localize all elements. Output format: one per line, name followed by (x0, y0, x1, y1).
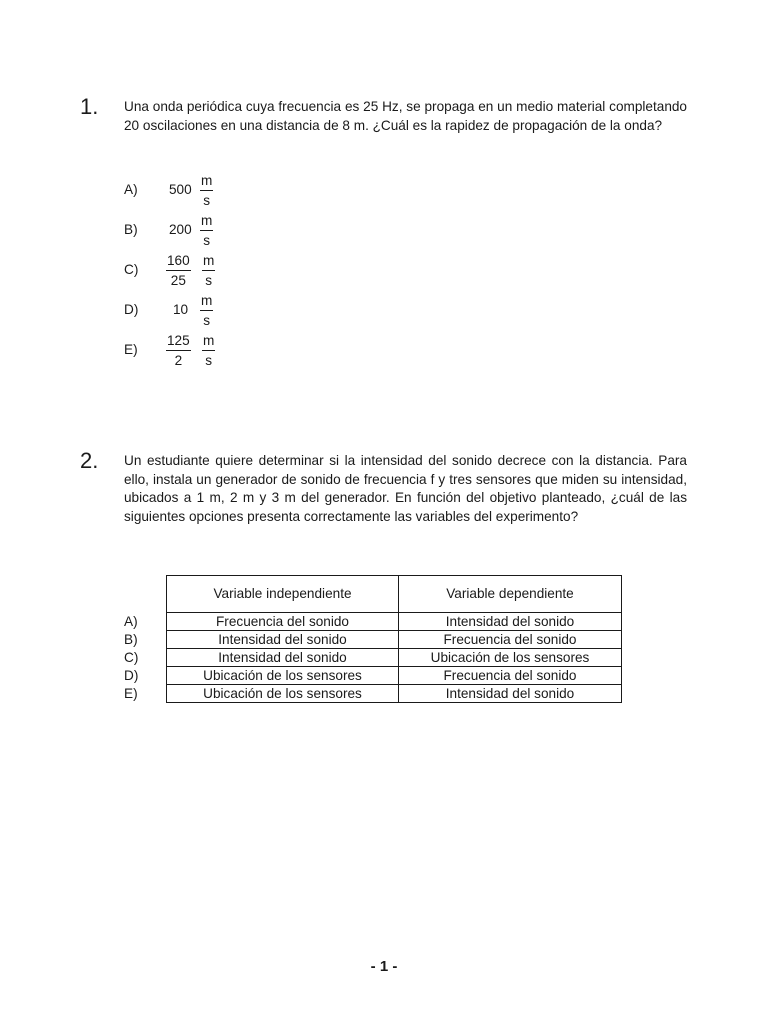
q1-option-c-letter: C) (124, 262, 139, 277)
cell-independent: Ubicación de los sensores (167, 667, 399, 685)
question-1-text: Una onda periódica cuya frecuencia es 25 Hz, se propaga en un medio material completando 20 oscilaciones en una distancia de 8 m. ¿Cuál es la rapidez de propagación de la onda? (124, 99, 687, 133)
q1-option-a-unit-den: s (203, 193, 211, 208)
question-2-text: Un estudiante quiere determinar si la intensidad del sonido decrece con la distancia. Para ello, instala un generador de sonido de frecuencia f y tres sensores que miden su intensidad, ubicados a 1 m, 2 m y 3 m del generador. En función del objetivo planteado, ¿cuál de las siguientes opciones presenta correctamente las variables del experimento? (124, 453, 687, 524)
question-2-number: 2. (80, 448, 99, 473)
q1-option-b-unit-num: m (200, 213, 213, 231)
cell-dependent: Intensidad del sonido (399, 613, 622, 631)
q1-option-d-value: 10 (173, 302, 189, 317)
q1-option-e-unit (202, 333, 215, 369)
q1-option-e-value (166, 333, 191, 369)
table-row (167, 667, 622, 685)
table-row (167, 631, 622, 649)
cell-dependent: Frecuencia del sonido (399, 631, 622, 649)
q1-option-d-unit-num: m (200, 293, 213, 311)
q1-option-e-letter: E) (124, 342, 138, 357)
q2-option-b-letter: B) (124, 632, 138, 647)
header-dependent: Variable dependiente (399, 576, 622, 613)
q1-option-b-unit-den: s (203, 233, 211, 248)
q2-option-e-letter: E) (124, 686, 138, 701)
q2-option-c-letter: C) (124, 650, 139, 665)
cell-independent: Ubicación de los sensores (167, 685, 399, 703)
q1-option-a-letter: A) (124, 182, 138, 197)
table-row (167, 613, 622, 631)
q1-option-e-value-den: 2 (174, 353, 183, 368)
table-row (167, 685, 622, 703)
q1-option-a-unit (200, 173, 213, 209)
table-header-row (167, 576, 622, 613)
header-independent: Variable independiente (167, 576, 399, 613)
q1-option-c-unit (202, 253, 215, 289)
cell-dependent: Intensidad del sonido (399, 685, 622, 703)
q1-option-e-unit-den: s (205, 353, 213, 368)
q1-option-d-unit-den: s (203, 313, 211, 328)
q1-option-b-value: 200 (169, 222, 192, 237)
question-1-number: 1. (80, 94, 99, 119)
q1-option-d-letter: D) (124, 302, 139, 317)
q2-option-a-letter: A) (124, 614, 138, 629)
q1-option-e-value-num: 125 (166, 333, 191, 351)
variables-table (166, 575, 622, 703)
q1-option-d-unit (200, 293, 213, 329)
cell-dependent: Ubicación de los sensores (399, 649, 622, 667)
cell-dependent: Frecuencia del sonido (399, 667, 622, 685)
cell-independent: Frecuencia del sonido (167, 613, 399, 631)
q1-option-c-value-den: 25 (170, 273, 186, 288)
cell-independent: Intensidad del sonido (167, 631, 399, 649)
q1-option-b-unit (200, 213, 213, 249)
table-row (167, 649, 622, 667)
q1-option-c-unit-den: s (205, 273, 213, 288)
page-number: - 1 - (370, 958, 398, 975)
q2-option-d-letter: D) (124, 668, 139, 683)
cell-independent: Intensidad del sonido (167, 649, 399, 667)
q1-option-c-value-num: 160 (166, 253, 191, 271)
q1-option-c-value (166, 253, 191, 289)
q1-option-c-unit-num: m (202, 253, 215, 271)
q1-option-b-letter: B) (124, 222, 138, 237)
q1-option-e-unit-num: m (202, 333, 215, 351)
q1-option-a-value: 500 (169, 182, 192, 197)
q1-option-a-unit-num: m (200, 173, 213, 191)
